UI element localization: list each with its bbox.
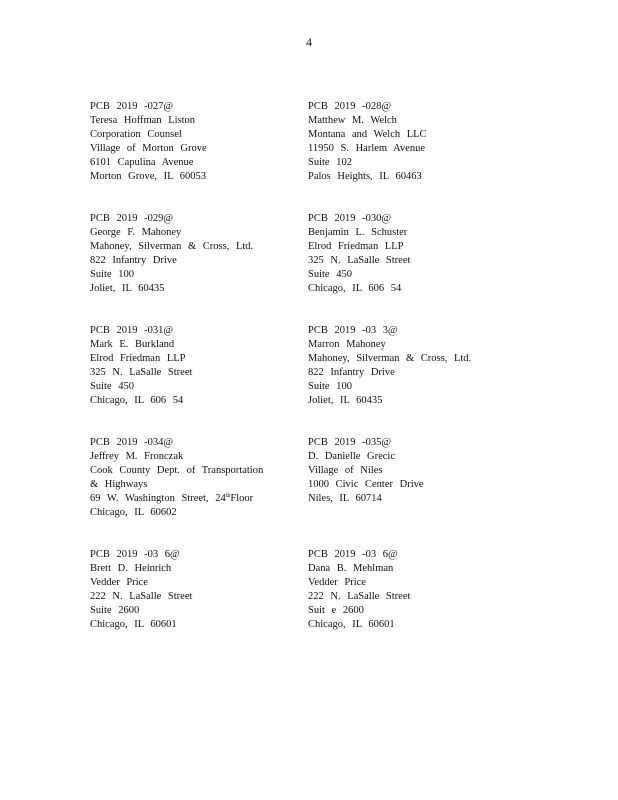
address-block-035 (308, 436, 510, 548)
recipient-name: George F. Mahoney (90, 227, 182, 238)
address-block-033 (308, 324, 510, 436)
organization: Vedder Price (308, 577, 366, 588)
organization: Mahoney, Silverman & Cross, Ltd. (308, 353, 472, 364)
address-block-036-mehlman (308, 548, 510, 660)
page-number: 4 (306, 35, 312, 49)
street-address: 325 N. LaSalle Street (308, 255, 411, 266)
organization: Mahoney, Silverman & Cross, Ltd. (90, 241, 254, 252)
case-number: PCB 2019 -030@ (308, 213, 392, 224)
city-state-zip: Joliet, IL 60435 (90, 283, 165, 294)
address-block-028 (308, 100, 510, 212)
city-state-zip: Morton Grove, IL 60053 (90, 171, 207, 182)
address-block-036-heinrich (90, 548, 308, 660)
case-number: PCB 2019 -03 3@ (308, 325, 398, 336)
street-address: 222 N. LaSalle Street (308, 591, 411, 602)
address-block-029 (90, 212, 308, 324)
address-block-030 (308, 212, 510, 324)
recipient-name: Matthew M. Welch (308, 115, 397, 126)
recipient-name: Marron Mahoney (308, 339, 386, 350)
recipient-name: Brett D. Heinrich (90, 563, 172, 574)
suite: Suite 450 (308, 269, 352, 280)
suite: Suite 102 (308, 157, 352, 168)
suite: Suit e 2600 (308, 605, 364, 616)
case-number: PCB 2019 -031@ (90, 325, 174, 336)
city-state-zip: Chicago, IL 606 54 (308, 283, 402, 294)
recipient-name: Teresa Hoffman Liston (90, 115, 196, 126)
city-state-zip: Chicago, IL 60602 (90, 507, 177, 518)
city-state-zip: Chicago, IL 606 54 (90, 395, 184, 406)
city-state-zip: Chicago, IL 60601 (90, 619, 177, 630)
city-state-zip: Chicago, IL 60601 (308, 619, 395, 630)
organization: Cook County Dept. of Transportation (90, 465, 264, 476)
floor-label: Floor (230, 493, 254, 504)
address-block-031 (90, 324, 308, 436)
city-state-zip: Palos Heights, IL 60463 (308, 171, 422, 182)
case-number: PCB 2019 -034@ (90, 437, 174, 448)
address-block-034 (90, 436, 308, 548)
city-state-zip: Niles, IL 60714 (308, 493, 382, 504)
service-list (90, 100, 510, 660)
case-number: PCB 2019 -035@ (308, 437, 392, 448)
suite: Suite 2600 (90, 605, 140, 616)
street-address: 822 Infantry Drive (308, 367, 395, 378)
suite: Suite 450 (90, 381, 134, 392)
organization: Village of Morton Grove (90, 143, 207, 154)
street-address: 6101 Capulina Avenue (90, 157, 194, 168)
city-state-zip: Joliet, IL 60435 (308, 395, 383, 406)
street-address: 222 N. LaSalle Street (90, 591, 193, 602)
case-number: PCB 2019 -027@ (90, 101, 174, 112)
street-address (90, 492, 308, 506)
organization: Elrod Friedman LLP (308, 241, 404, 252)
case-number: PCB 2019 -03 6@ (308, 549, 398, 560)
organization-continued: & Highways (90, 479, 148, 490)
recipient-title: Corporation Counsel (90, 129, 182, 140)
recipient-name: Mark E. Burkland (90, 339, 175, 350)
suite: Suite 100 (308, 381, 352, 392)
floor-ordinal-suffix: th (225, 493, 231, 499)
case-number: PCB 2019 -03 6@ (90, 549, 180, 560)
case-number: PCB 2019 -028@ (308, 101, 392, 112)
address-block-027 (90, 100, 308, 212)
street-address: 11950 S. Harlem Avenue (308, 143, 425, 154)
street-address: 822 Infantry Drive (90, 255, 177, 266)
case-number: PCB 2019 -029@ (90, 213, 174, 224)
street-address-text: 69 W. Washington Street, 24 (90, 493, 226, 504)
recipient-name: Jeffrey M. Fronczak (90, 451, 184, 462)
recipient-name: D. Danielle Grecic (308, 451, 396, 462)
street-address: 1000 Civic Center Drive (308, 479, 424, 490)
organization: Montana and Welch LLC (308, 129, 427, 140)
organization: Village of Niles (308, 465, 383, 476)
organization: Vedder Price (90, 577, 148, 588)
recipient-name: Benjamin L. Schuster (308, 227, 408, 238)
recipient-name: Dana B. Mehlman (308, 563, 394, 574)
suite: Suite 100 (90, 269, 134, 280)
organization: Elrod Friedman LLP (90, 353, 186, 364)
street-address: 325 N. LaSalle Street (90, 367, 193, 378)
